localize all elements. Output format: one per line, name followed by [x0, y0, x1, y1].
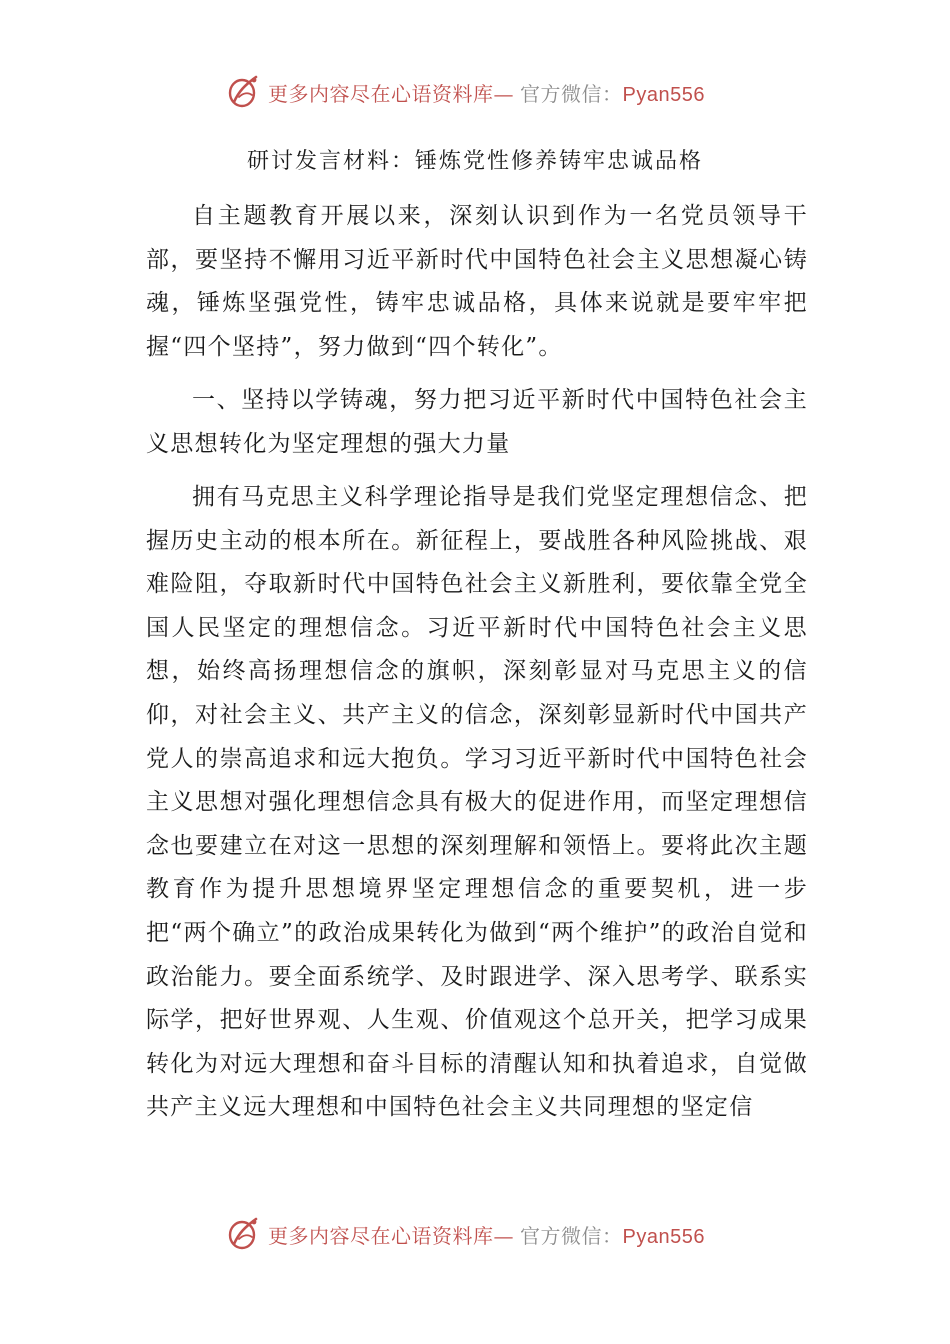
logo-icon [226, 1214, 262, 1254]
banner-text: 更多内容尽在心语资料库— 官方微信：Pyan556 [268, 81, 705, 106]
banner-text: 更多内容尽在心语资料库— 官方微信：Pyan556 [268, 1223, 705, 1248]
footer-banner [226, 1214, 705, 1254]
document-title: 研讨发言材料：锤炼党性修养铸牢忠诚品格 [246, 149, 703, 174]
header-banner [226, 72, 705, 112]
logo-icon [226, 72, 262, 112]
paragraph-body: 拥有马克思主义科学理论指导是我们党坚定理想信念、把握历史主动的根本所在。新征程上，要战胜各种风险挑战、艰难险阻，夺取新时代中国特色社会主义新胜利，要依靠全党全国人民坚定的理想信念。习近平新时代中国特色社会主义思想，始终高扬理想信念的旗帜，深刻彰显对马克思主义的信仰，对社会主义、共产主义的信念，深刻彰显新时代中国共产党人的崇高追求和远大抱负。学习习近平新时代中国特色社会主义思想对强化理想信念具有极大的促进作用，而坚定理想信念也要建立在对这一思想的深刻理解和领悟上。要将此次主题教育作为提升思想境界坚定理想信念的重要契机，进一步把“两个确立”的政治成果转化为做到“两个维护”的政治自觉和政治能力。要全面系统学、及时跟进学、深入思考学、联系实际学，把好世界观、人生观、价值观这个总开关，把学习成果转化为对远大理想和奋斗目标的清醒认知和执着追求，自觉做共产主义远大理想和中国特色社会主义共同理想的坚定信 [146, 484, 808, 1121]
paragraph-intro: 自主题教育开展以来，深刻认识到作为一名党员领导干部，要坚持不懈用习近平新时代中国特色社会主义思想凝心铸魂，锤炼坚强党性，铸牢忠诚品格，具体来说就是要牢牢把握“四个坚持”，努力做到“四个转化”。 [146, 203, 808, 360]
section-heading-1: 一、坚持以学铸魂，努力把习近平新时代中国特色社会主义思想转化为坚定理想的强大力量 [146, 387, 808, 457]
